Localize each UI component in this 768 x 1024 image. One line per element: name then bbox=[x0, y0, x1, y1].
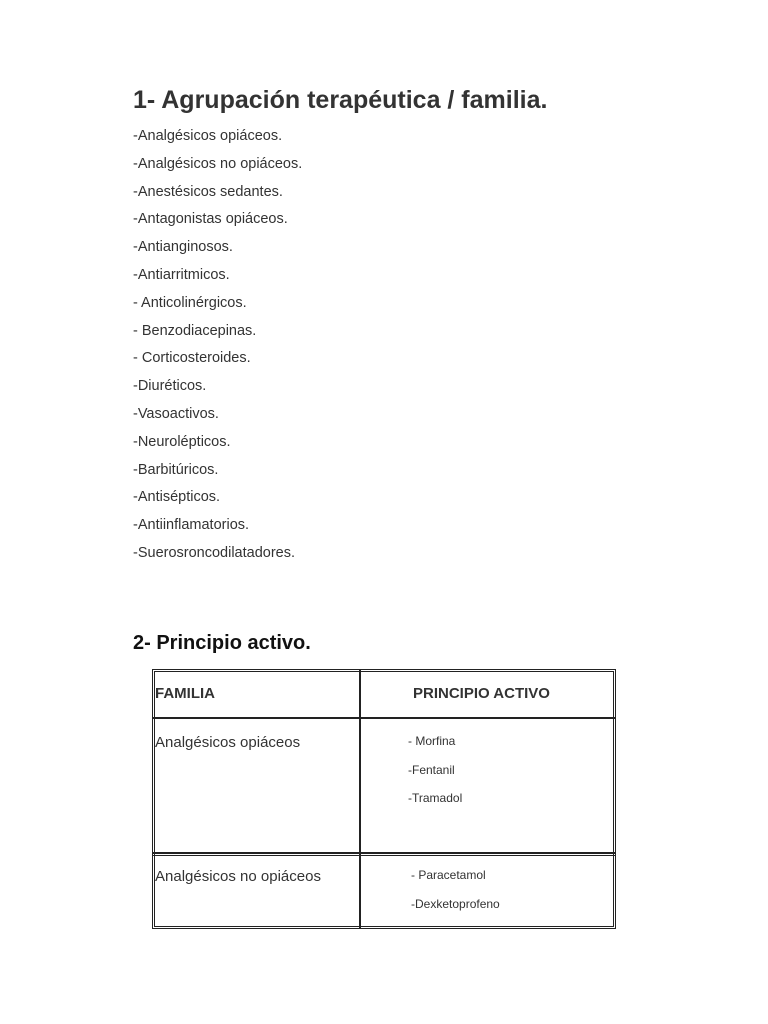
list-item: - Corticosteroides. bbox=[133, 350, 251, 367]
principio-item: - Paracetamol bbox=[411, 868, 486, 882]
list-item: - Benzodiacepinas. bbox=[133, 322, 257, 339]
table-cell-principios bbox=[408, 727, 462, 813]
table-row-divider-inner bbox=[153, 855, 615, 856]
list-item: -Antiinflamatorios. bbox=[133, 517, 250, 534]
list-item: - Anticolinérgicos. bbox=[133, 294, 247, 311]
table-header-divider bbox=[153, 717, 615, 719]
list-item: -Analgésicos opiáceos. bbox=[133, 128, 283, 144]
list-item: -Antiarritmicos. bbox=[133, 266, 230, 283]
table-header-familia: FAMILIA bbox=[155, 685, 215, 702]
list-item: -Diuréticos. bbox=[133, 378, 207, 395]
list-item: -Analgésicos no opiáceos. bbox=[133, 155, 303, 172]
list-item: -Barbitúricos. bbox=[133, 461, 219, 478]
table-column-divider bbox=[359, 670, 361, 928]
table-cell-familia: Analgésicos opiáceos bbox=[155, 734, 301, 751]
family-list bbox=[133, 123, 302, 568]
principio-item: -Fentanil bbox=[408, 762, 455, 777]
principio-item: -Dexketoprofeno bbox=[411, 896, 500, 911]
list-item: -Anestésicos sedantes. bbox=[133, 183, 283, 200]
list-item: -Antagonistas opiáceos. bbox=[133, 211, 288, 228]
principio-item: - Morfina bbox=[408, 734, 456, 748]
list-item: -Vasoactivos. bbox=[133, 405, 219, 422]
table-cell-principios bbox=[411, 861, 500, 918]
list-item: -Antianginosos. bbox=[133, 239, 233, 256]
list-item: -Neurolépticos. bbox=[133, 433, 231, 450]
list-item: -Antisépticos. bbox=[133, 489, 221, 506]
table-row-divider bbox=[153, 852, 615, 854]
principio-item: -Tramadol bbox=[408, 791, 463, 805]
list-item: -Suerosroncodilatadores. bbox=[133, 544, 296, 561]
section2-heading: 2- Principio activo. bbox=[133, 632, 311, 654]
principio-activo-table bbox=[152, 669, 616, 929]
table-header-principio-activo: PRINCIPIO ACTIVO bbox=[413, 685, 550, 702]
section1-heading: 1- Agrupación terapéutica / familia. bbox=[133, 86, 548, 114]
table-cell-familia: Analgésicos no opiáceos bbox=[155, 868, 321, 885]
